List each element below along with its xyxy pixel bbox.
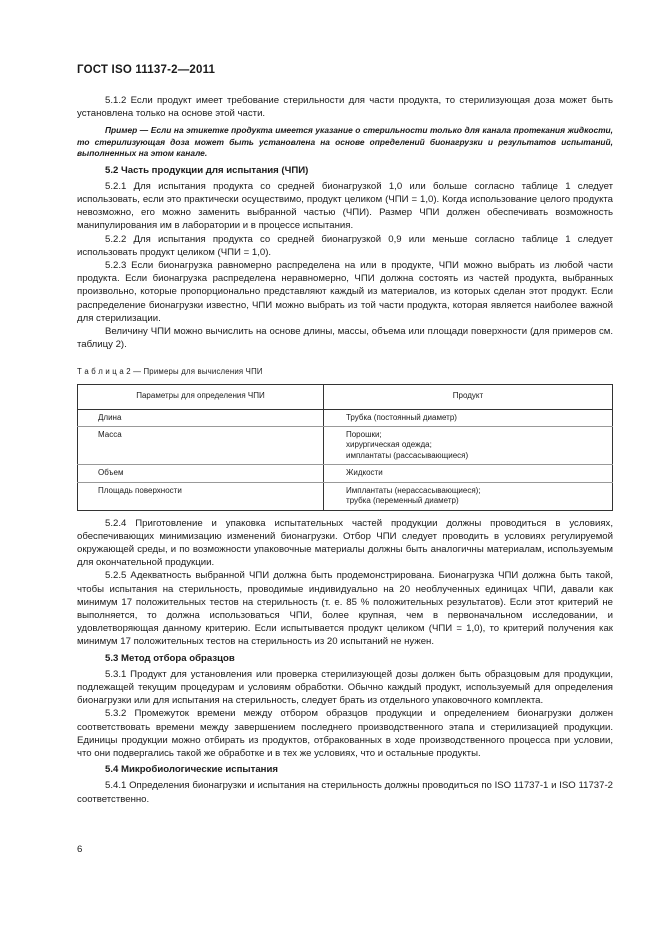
paragraph-5-2-3: 5.2.3 Если бионагрузка равномерно распределена на или в продукте, ЧПИ можно выбрать из любой части продукта. Если бионагрузка распределена неравномерно, ЧПИ должна состоять из частей продукта, выбранных произвольно, которые пропорционально представляют каждый из материалов, из которых сделан этот продукт. Если распределение бионагрузки известно, ЧПИ можно выбрать из той части продукта, которая является наиболее важной для стерилизации. [77, 260, 613, 324]
paragraph-5-2-4: 5.2.4 Приготовление и упаковка испытательных частей продукции должны проводиться в условиях, обеспечивающих минимизацию изменений бионагрузки. Отбор ЧПИ следует проводить в условиях регулируемой окружающей среды, и по возможности упаковочные материалы должны быть аналогичны материалам, используемым для окончательной продукции. [77, 517, 613, 569]
paragraph-5-2-3-continuation: Величину ЧПИ можно вычислить на основе длины, массы, объема или площади поверхности (для примеров см. таблицу 2). [77, 326, 613, 351]
table-cell-line: Имплантаты (нерассасывающиеся); [345, 485, 481, 495]
paragraph-5-1-2: 5.1.2 Если продукт имеет требование стерильности для части продукта, то стерилизующая доза может быть установлена только на основе этой части. [77, 95, 613, 120]
table-cell-line: имплантаты (рассасывающиеся) [345, 450, 469, 460]
page-number: 6 [77, 844, 83, 855]
table-cell-product [323, 482, 612, 510]
table-cell-product [323, 465, 612, 482]
table-cell-product [323, 409, 612, 426]
paragraph-5-2-5: 5.2.5 Адекватность выбранной ЧПИ должна быть продемонстрирована. Бионагрузка ЧПИ должна быть такой, чтобы испытания на стерильность, проводимые индивидуально на 20 необлученных единицах ЧПИ, давали как минимум 17 положительных тестов на стерильность (т. е. 85 % положительных результатов). Если этот критерий не выполняется, то должна использоваться ЧПИ, более крупная, чем в первоначальном исследовании, и удовлетворяющая данному критерию. Если испытывается продукт целиком (ЧПИ = 1,0), то критерий получения как минимум 17 положительных тестов на стерильность из 20 испытаний не нужен. [77, 570, 613, 648]
table-header-parameter: Параметры для определения ЧПИ [78, 384, 324, 409]
table-row [78, 482, 613, 510]
paragraph-5-3-2: 5.3.2 Промежуток времени между отбором образцов продукции и определением бионагрузки должен соответствовать времени между завершением последнего производственного этапа и стерилизацией продукции. Единицы продукции можно отбирать из продуктов, отбракованных в ходе производственного процесса при условии, что они подвергались такой же обработке и в тех же условиях, что и остальные продукты. [77, 708, 613, 759]
document-body [77, 94, 613, 806]
paragraph-5-3-1: 5.3.1 Продукт для установления или проверка стерилизующей дозы должен быть образцовым для продукции, подлежащей текущим процедурам и условиям обработки. Обычно каждый продукт, используемый для определения бионагрузки или для испытания на стерильность, следует брать из отдельного упаковочного комплекта. [77, 668, 613, 707]
document-header-standard: ГОСТ ISO 11137-2—2011 [77, 64, 216, 76]
table-cell-parameter: Площадь поверхности [78, 482, 324, 510]
table-row [78, 409, 613, 426]
table-cell-line: Жидкости [345, 468, 383, 478]
section-heading-5-3: 5.3 Метод отбора образцов [105, 652, 235, 664]
table-cell-line: трубка (переменный диаметр) [345, 496, 459, 506]
table-cell-line: Порошки; [345, 430, 382, 440]
table-header-product: Продукт [323, 384, 612, 409]
table-cell-line: хирургическая одежда; [345, 440, 432, 450]
table-cell-line: Трубка (постоянный диаметр) [345, 412, 457, 422]
table-row [78, 465, 613, 482]
table-cell-parameter: Масса [78, 427, 324, 465]
example-note: Пример — Если на этикетке продукта имеется указание о стерильности только для канала протекания жидкости, то стерилизующая доза может быть установлена на основе определений бионагрузки и результатов испытаний, выполненных на этом канале. [77, 125, 613, 159]
paragraph-5-4-1: 5.4.1 Определения бионагрузки и испытания на стерильность должны проводиться по ISO 11737-1 и ISO 11737-2 соответственно. [77, 780, 613, 805]
table-row [78, 427, 613, 465]
paragraph-5-2-1: 5.2.1 Для испытания продукта со средней бионагрузкой 1,0 или больше согласно таблице 1 следует использовать, если это практически осуществимо, продукт целиком (ЧПИ = 1,0). Когда использование целого продукта невозможно, его можно заменить выбранной частью (ЧПИ). Размер ЧПИ должен обеспечивать возможность манипулирования им в лаборатории и в процессе испытания. [77, 180, 613, 232]
table-cell-product [323, 427, 612, 465]
section-heading-5-2: 5.2 Часть продукции для испытания (ЧПИ) [105, 164, 309, 176]
table-cell-parameter: Объем [78, 465, 324, 482]
table-caption: Т а б л и ц а 2 — Примеры для вычисления ЧПИ [77, 367, 263, 377]
examples-table [77, 384, 613, 511]
section-heading-5-4: 5.4 Микробиологические испытания [105, 764, 278, 776]
table-cell-parameter: Длина [78, 409, 324, 426]
paragraph-5-2-2: 5.2.2 Для испытания продукта со средней бионагрузкой 0,9 или меньше согласно таблице 1 следует использовать продукт целиком (ЧПИ = 1,0). [77, 233, 613, 258]
